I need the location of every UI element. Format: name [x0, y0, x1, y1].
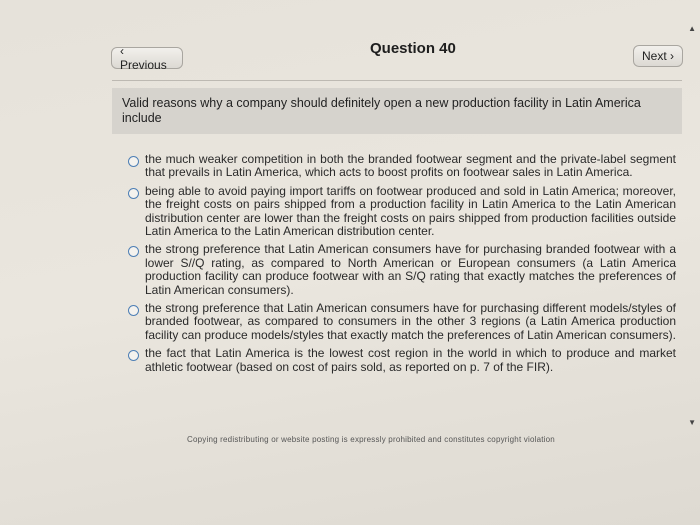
answer-option-text: the strong preference that Latin American consumers have for purchasing branded footwear with a lower S//Q rating, as compared to North American or European consumers (a Latin America production facility can produce footwear with an S/Q rating that exactly matches the preferences of Latin American consumers). [145, 242, 676, 297]
question-prompt [112, 88, 682, 134]
radio-button-icon[interactable] [128, 305, 139, 316]
answer-option-5[interactable] [128, 347, 676, 374]
previous-button[interactable]: ‹ Previous [111, 47, 183, 69]
radio-button-icon[interactable] [128, 156, 139, 167]
radio-button-icon[interactable] [128, 350, 139, 361]
scroll-down-icon[interactable]: ▼ [688, 418, 696, 427]
answer-option-2[interactable] [128, 185, 676, 239]
answer-option-4[interactable] [128, 302, 676, 342]
question-text: Valid reasons why a company should definitely open a new production facility in Latin America include [122, 96, 641, 125]
answer-option-text: the fact that Latin America is the lowest cost region in the world in which to produce and market athletic footwear (based on cost of pairs sold, as reported on p. 7 of the FIR). [145, 346, 676, 374]
question-title: Question 40 [370, 40, 456, 57]
header-divider [112, 80, 682, 81]
radio-button-icon[interactable] [128, 246, 139, 257]
answer-option-3[interactable] [128, 243, 676, 297]
copyright-notice: Copying redistributing or website posting is expressly prohibited and constitutes copyright violation [187, 435, 555, 444]
answer-options [128, 153, 676, 379]
answer-option-1[interactable] [128, 153, 676, 180]
next-button[interactable]: Next › [633, 45, 683, 67]
answer-option-text: being able to avoid paying import tariffs on footwear produced and sold in Latin America; moreover, the freight costs on pairs shipped from a production facility in Latin America to the Latin American distribution center are lower than the freight costs on pairs shipped from production facilities outside Latin America to the Latin American distribution center. [145, 183, 676, 239]
answer-option-text: the strong preference that Latin American consumers have for purchasing different models/styles of branded footwear, as compared to consumers in the other 3 regions (a Latin America production facility can produce models/styles that exactly match the preferences of Latin American consumers). [145, 301, 676, 342]
scroll-up-icon[interactable]: ▲ [688, 24, 696, 33]
radio-button-icon[interactable] [128, 188, 139, 199]
answer-option-text: the much weaker competition in both the branded footwear segment and the private-label segment that prevails in Latin America, which acts to boost profits on footwear sales in Latin America. [145, 152, 676, 180]
